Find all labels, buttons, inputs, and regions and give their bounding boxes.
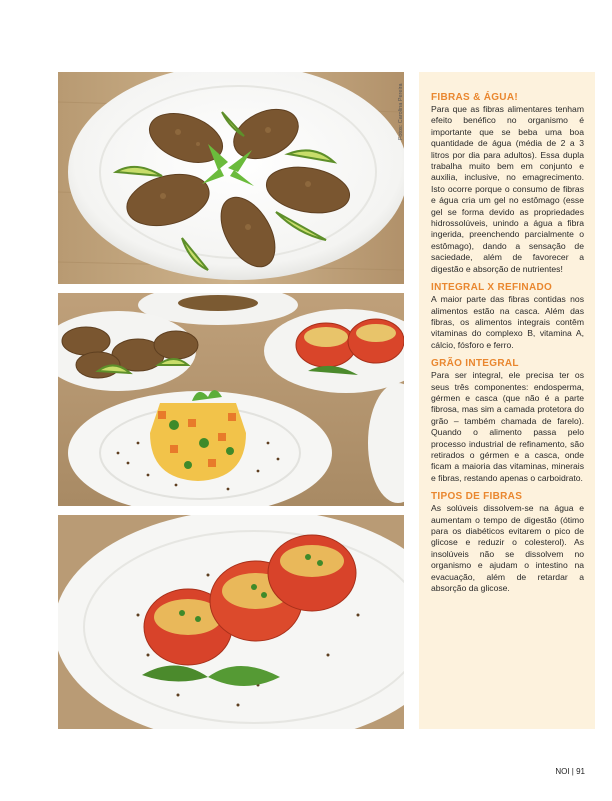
section-title-grao-integral: GRÃO INTEGRAL	[431, 358, 519, 370]
section-title-tipos-fibras: TIPOS DE FIBRAS	[431, 491, 523, 503]
photo-multiple-plates	[58, 293, 404, 506]
info-sidebar	[419, 72, 595, 729]
section-title-integral-refinado: INTEGRAL X REFINADO	[431, 282, 553, 294]
page-footer	[555, 767, 585, 776]
page-number: 91	[576, 767, 585, 776]
section-body-integral-refinado: A maior parte das fibras contidas nos alimentos estão na casca. Além das fibras, os alimentos integrais contêm vitaminas do complexo B, vitamina A, cálcio, fósforo e ferro.	[431, 294, 584, 350]
section-body-tipos-fibras: As solúveis dissolvem-se na água e aumentam o tempo de digestão (ótimo para os diabéticos evitarem o pico de glicose e reduzir o colesterol). As insolúveis não se dissolvem no organismo e ajudam o intestino na evacuação, além de retardar a absorção da glicose.	[431, 503, 584, 594]
magazine-name: NOI	[555, 767, 570, 776]
footer-separator: |	[571, 767, 574, 776]
photo-stuffed-tomatoes	[58, 515, 404, 729]
photo-credit: Fotos: Carolina Pereira	[398, 83, 404, 140]
section-title-fibras-agua: FIBRAS & ÁGUA!	[431, 92, 518, 103]
section-body-fibras-agua: Para que as fibras alimentares tenham efeito benéfico no organismo é importante que se beba uma boa quantidade de água (média de 2 a 3 litros por dia para adultos). Essa dupla trabalha muito bem em conjunto e auxilia, inclusive, no emagrecimento. Isto ocorre porque o consumo de fibras e água cria um gel no estômago (esse gel se forma devido as propriedades hidrossolúveis, unindo a água a fibra ingerida, preenchendo parcialmente o estômago), dando a sensação de saciedade, além de favorecer a digestão e absorção de nutrientes!	[431, 104, 584, 274]
section-body-grao-integral: Para ser integral, ele precisa ter os seus três componentes: endosperma, gérmen e casca (que não é a parte fibrosa, mas sim a camada protetora do grão – também chamada de farelo). Quando o alimento passa pelo processo industrial de refinamento, são retirados o gérmen e a casca, onde ficam a maioria das vitaminas, minerais e fibras, restando apenas o carboidrato.	[431, 370, 584, 483]
photo-kibbeh-plate	[58, 72, 404, 284]
